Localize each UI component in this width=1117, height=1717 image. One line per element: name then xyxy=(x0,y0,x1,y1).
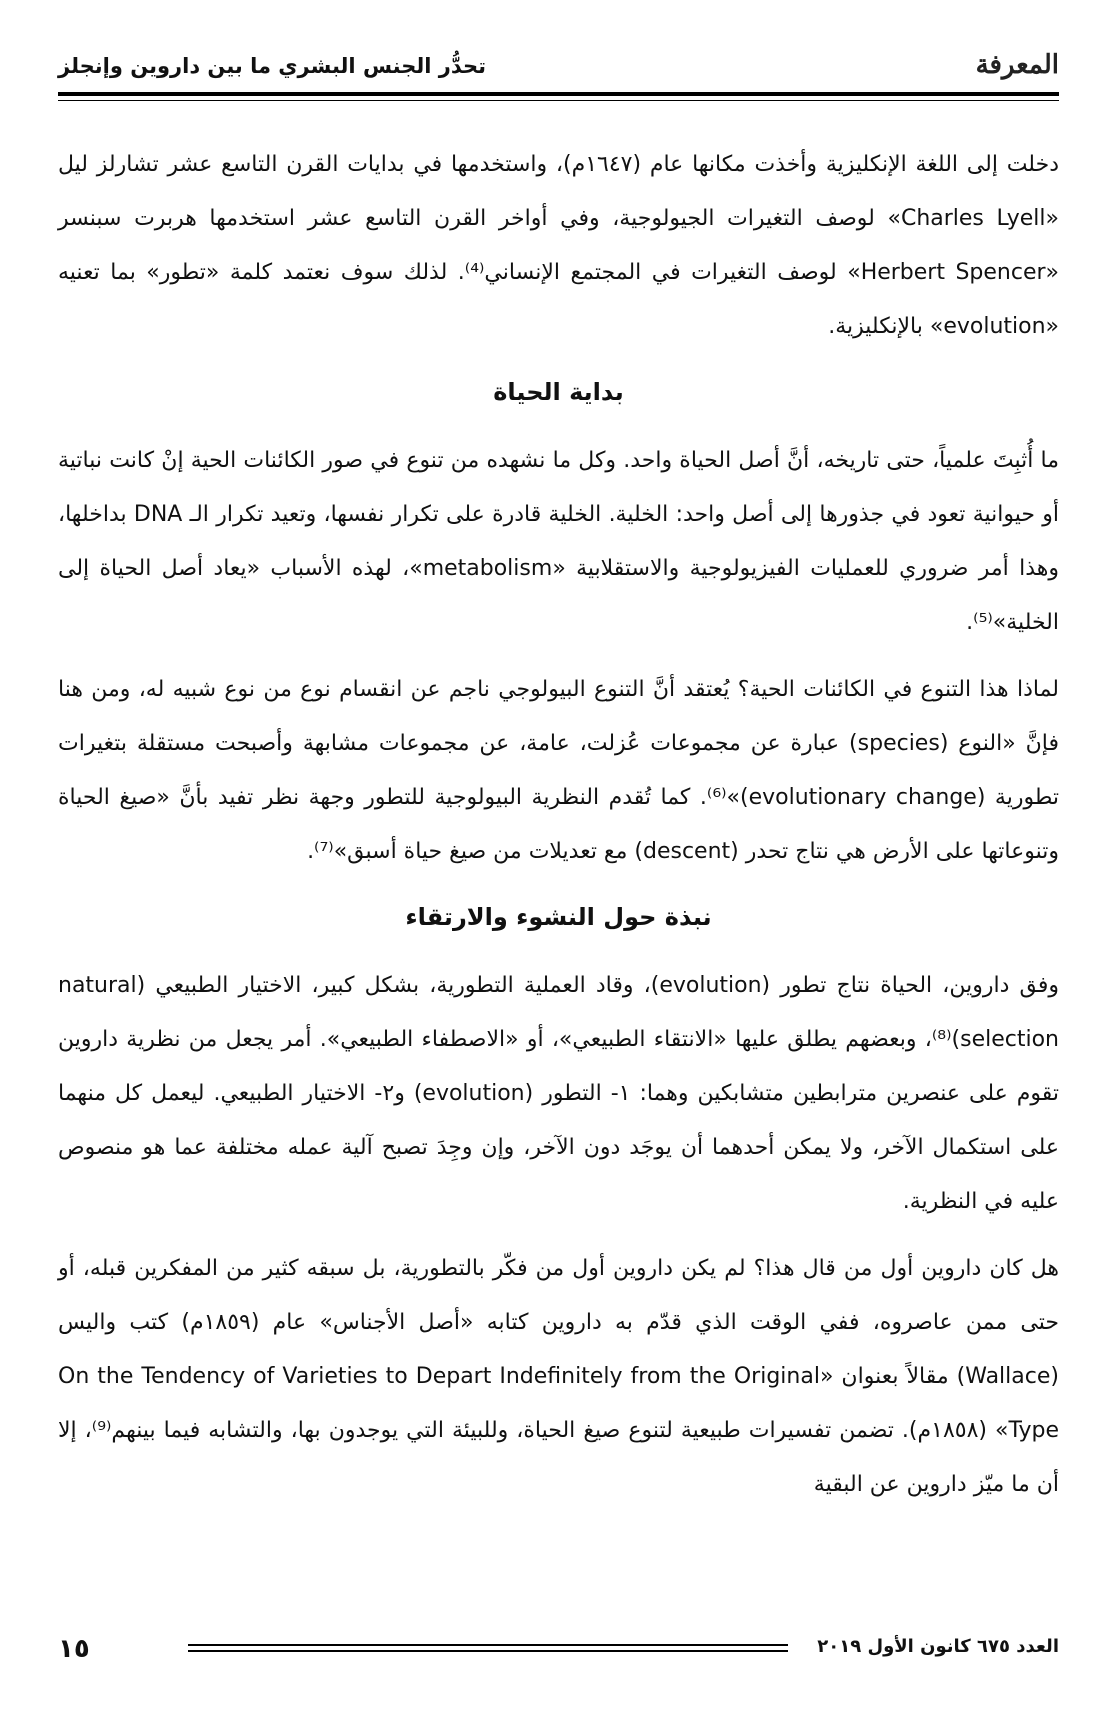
page-header xyxy=(58,42,1059,92)
page-footer xyxy=(58,1634,1059,1674)
article-body xyxy=(58,138,1059,1525)
section-heading-beginning-of-life: بداية الحياة xyxy=(493,378,624,406)
issue-info: العدد ٦٧٥ كانون الأول ٢٠١٩ xyxy=(817,1636,1059,1657)
paragraph-diversity: لماذا هذا التنوع في الكائنات الحية؟ يُعتقد أنَّ التنوع البيولوجي ناجم عن انقسام نوع من نوع شبيه له، ومن هنا فإنَّ «النوع (species) عبارة عن مجموعات عُزلت، عامة، عن مجموعات مشابهة وأصبحت مستقلة بتغيرات تطورية (evolutionary change)»⁽⁶⁾. كما تُقدم النظرية البيولوجية للتطور وجهة نظر تفيد بأنَّ «صيغ الحياة وتنوعاتها على الأرض هي نتاج تحدر (descent) مع تعديلات من صيغ حياة أسبق»⁽⁷⁾. xyxy=(58,677,1059,864)
magazine-logo: المعرفة xyxy=(975,50,1059,80)
paragraph-darwin-evolution: وفق داروين، الحياة نتاج تطور (evolution)، وقاد العملية التطورية، بشكل كبير، الاختيار الطبيعي (natural selection)⁽⁸⁾، وبعضهم يطلق عليها «الانتقاء الطبيعي»، أو «الاصطفاء الطبيعي». أمر يجعل من نظرية داروين تقوم على عنصرين مترابطين متشابكين وهما: ١- التطور (evolution) و٢- الاختيار الطبيعي. ليعمل كل منهما على استكمال الآخر، ولا يمكن أحدهما أن يوجَد دون الآخر، وإن وجِدَ تصبح آلية عمله مختلفة عما هو منصوص عليه في النظرية. xyxy=(58,973,1060,1214)
page-number: ١٥ xyxy=(58,1634,90,1664)
intro-paragraph: دخلت إلى اللغة الإنكليزية وأخذت مكانها عام (١٦٤٧م)، واستخدمها في بدايات القرن التاسع عشر تشارلز ليل «Charles Lyell» لوصف التغيرات الجيولوجية، وفي أواخر القرن التاسع عشر استخدمها هربرت سبنسر «Herbert Spencer» لوصف التغيرات في المجتمع الإنساني⁽⁴⁾. لذلك سوف نعتمد كلمة «تطور» بما تعنيه «evolution» بالإنكليزية. xyxy=(58,152,1060,339)
paragraph-origin-of-life: ما أُثبِتَ علمياً، حتى تاريخه، أنَّ أصل الحياة واحد. وكل ما نشهده من تنوع في صور الكائنات الحية إنْ كانت نباتية أو حيوانية تعود في جذورها إلى أصل واحد: الخلية. الخلية قادرة على تكرار نفسها، وتعيد تكرار الـ DNA بداخلها، وهذا أمر ضروري للعمليات الفيزيولوجية والاستقلابية «metabolism»، لهذه الأسباب «يعاد أصل الحياة إلى الخلية»⁽⁵⁾. xyxy=(58,448,1059,635)
footer-rule xyxy=(188,1644,788,1652)
paragraph-predecessors: هل كان داروين أول من قال هذا؟ لم يكن داروين أول من فكّر بالتطورية، بل سبقه كثير من المفكرين قبله، أو حتى ممن عاصروه، ففي الوقت الذي قدّم به داروين كتابه «أصل الأجناس» عام (١٨٥٩م) كتب واليس (Wallace) مقالاً بعنوان «On the Tendency of Varieties to Depart Indefinitely from the Original Type» (١٨٥٨م). تضمن تفسيرات طبيعية لتنوع صيغ الحياة، وللبيئة التي يوجدون بها، والتشابه فيما بينهم⁽⁹⁾، إلا أن ما ميّز داروين عن البقية xyxy=(58,1256,1059,1497)
section-heading-evolution-overview: نبذة حول النشوء والارتقاء xyxy=(405,903,712,931)
running-title: تحدُّر الجنس البشري ما بين داروين وإنجلز xyxy=(58,54,486,78)
header-rule xyxy=(58,92,1059,96)
header-rule-thin xyxy=(58,100,1059,101)
